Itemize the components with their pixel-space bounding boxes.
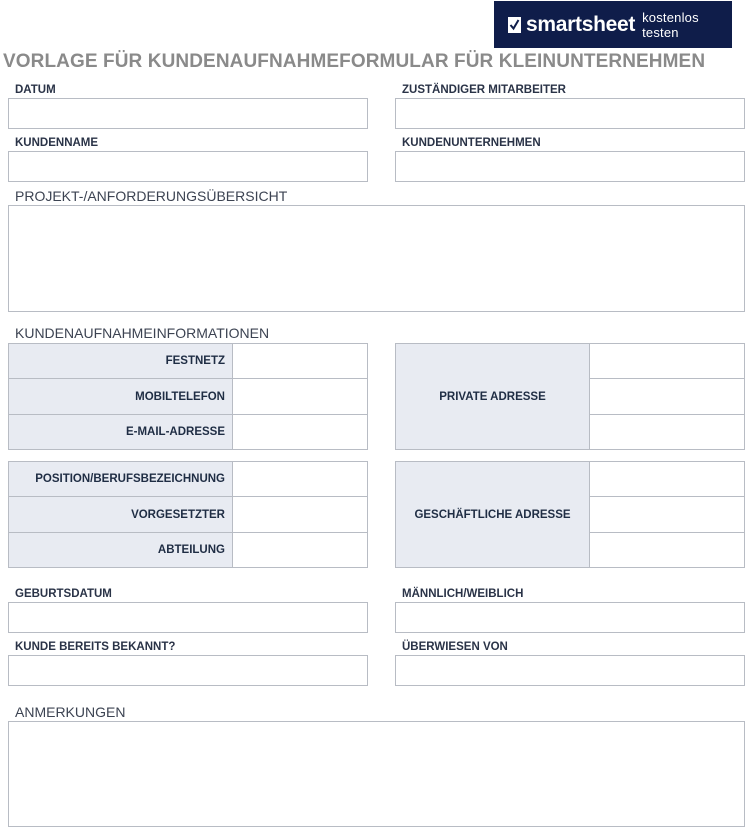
business-address-table <box>395 461 745 568</box>
private-adresse-line-2[interactable] <box>590 379 745 415</box>
geburtsdatum-input[interactable] <box>8 602 368 633</box>
contact-table <box>8 343 368 450</box>
vorgesetzter-input[interactable] <box>233 497 368 533</box>
smartsheet-banner[interactable] <box>494 1 732 48</box>
job-table <box>8 461 368 568</box>
datum-input[interactable] <box>8 98 368 129</box>
geschaeftliche-adresse-line-1[interactable] <box>590 462 745 497</box>
banner-brand: smartsheet <box>526 12 636 36</box>
kundenunternehmen-input[interactable] <box>395 151 745 182</box>
abteilung-input[interactable] <box>233 533 368 568</box>
position-input[interactable] <box>233 462 368 497</box>
projekt-label: PROJEKT-/ANFORDERUNGSÜBERSICHT <box>15 188 288 204</box>
geschaeftliche-adresse-line-2[interactable] <box>590 497 745 533</box>
private-adresse-line-3[interactable] <box>590 415 745 450</box>
mobil-label: MOBILTELEFON <box>9 379 233 415</box>
mobil-input[interactable] <box>233 379 368 415</box>
private-adresse-line-1[interactable] <box>590 344 745 379</box>
mitarbeiter-label: ZUSTÄNDIGER MITARBEITER <box>402 84 566 96</box>
geschaeftliche-adresse-line-3[interactable] <box>590 533 745 568</box>
geschlecht-input[interactable] <box>395 602 745 633</box>
anmerkungen-label: ANMERKUNGEN <box>15 704 126 720</box>
vorgesetzter-label: VORGESETZTER <box>9 497 233 533</box>
geburtsdatum-label: GEBURTSDATUM <box>15 588 112 600</box>
email-label: E-MAIL-ADRESSE <box>9 415 233 450</box>
private-adresse-label: PRIVATE ADRESSE <box>396 344 590 450</box>
ueberwiesen-label: ÜBERWIESEN VON <box>402 641 508 653</box>
private-address-table <box>395 343 745 450</box>
kundenname-input[interactable] <box>8 151 368 182</box>
kundenunternehmen-label: KUNDENUNTERNEHMEN <box>402 137 541 149</box>
abteilung-label: ABTEILUNG <box>9 533 233 568</box>
ueberwiesen-input[interactable] <box>395 655 745 686</box>
projekt-textarea[interactable] <box>8 205 745 312</box>
bekannt-input[interactable] <box>8 655 368 686</box>
festnetz-label: FESTNETZ <box>9 344 233 379</box>
geschaeftliche-adresse-label: GESCHÄFTLICHE ADRESSE <box>396 462 590 568</box>
festnetz-input[interactable] <box>233 344 368 379</box>
banner-cta-link[interactable]: kostenlos testen <box>642 9 699 40</box>
page-title: VORLAGE FÜR KUNDENAUFNAHMEFORMULAR FÜR KLEINUNTERNEHMEN <box>3 51 706 72</box>
geschlecht-label: MÄNNLICH/WEIBLICH <box>402 588 524 600</box>
position-label: POSITION/BERUFSBEZEICHNUNG <box>9 462 233 497</box>
smartsheet-logo-icon <box>508 17 520 33</box>
datum-label: DATUM <box>15 84 56 96</box>
email-input[interactable] <box>233 415 368 450</box>
kundenname-label: KUNDENNAME <box>15 137 99 149</box>
info-section-label: KUNDENAUFNAHMEINFORMATIONEN <box>15 325 270 341</box>
mitarbeiter-input[interactable] <box>395 98 745 129</box>
bekannt-label: KUNDE BEREITS BEKANNT? <box>15 641 176 653</box>
anmerkungen-textarea[interactable] <box>8 721 745 827</box>
